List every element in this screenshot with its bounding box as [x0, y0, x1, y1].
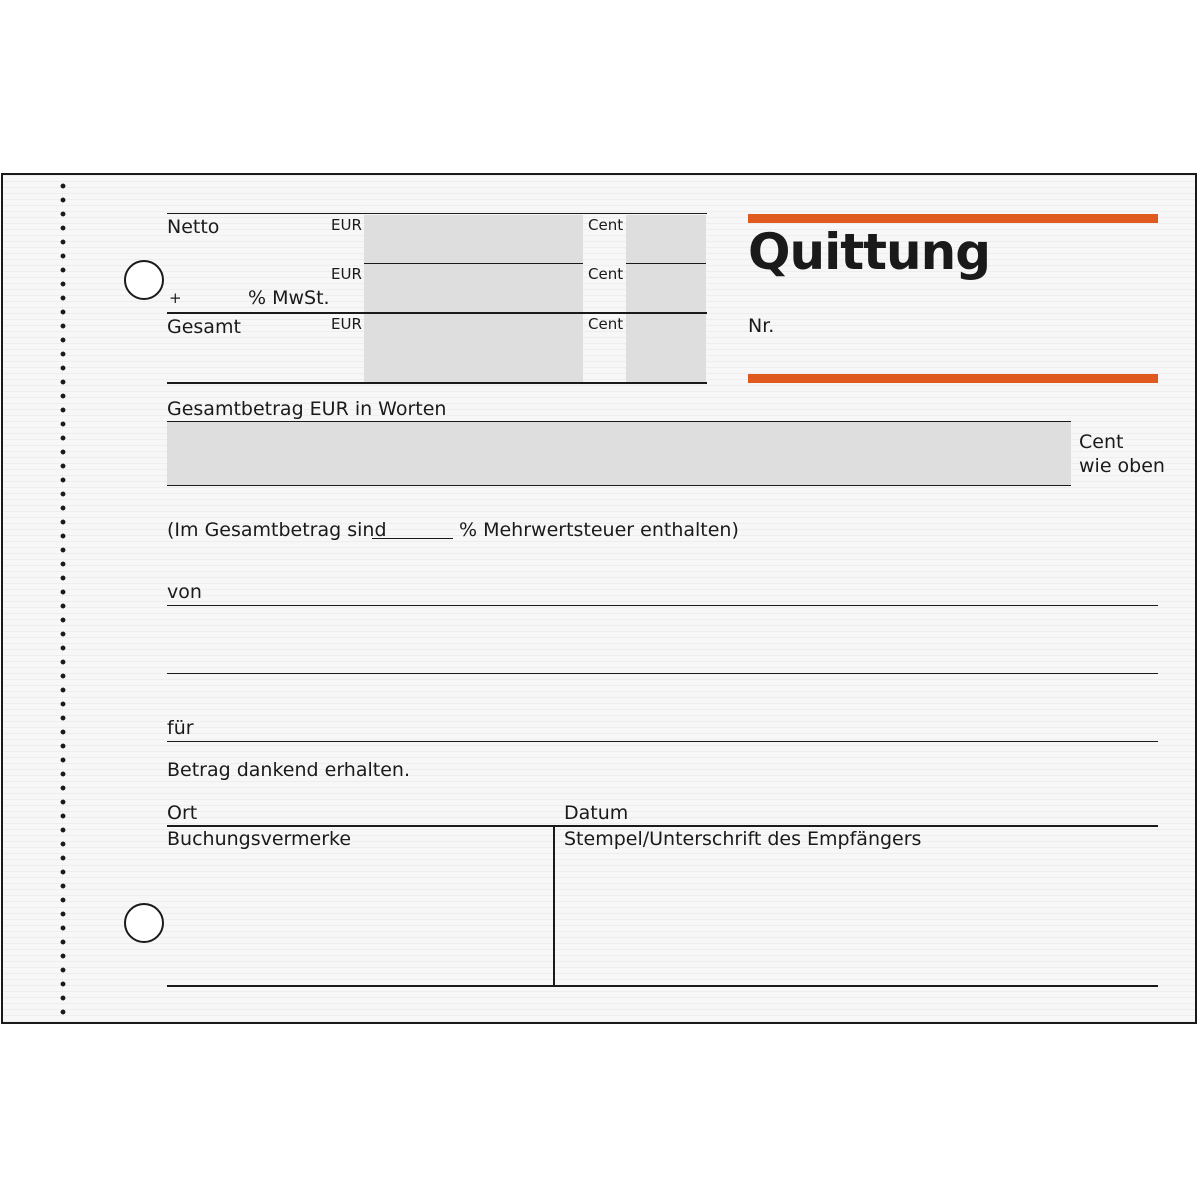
buchung-label: Buchungsvermerke: [167, 828, 352, 850]
mwst-eur-line: [364, 263, 583, 264]
signature-bottom-line: [167, 985, 1158, 987]
von-label: von: [167, 581, 202, 603]
von-line[interactable]: [167, 605, 1158, 606]
datum-label: Datum: [564, 802, 629, 824]
fuer-label: für: [167, 717, 194, 739]
title-bar-top: [748, 214, 1158, 223]
amount-block-bottom-line: [167, 382, 707, 384]
title-bar-bottom: [748, 374, 1158, 383]
cent-label-mwst: Cent: [588, 265, 624, 283]
ort-label: Ort: [167, 802, 198, 824]
eur-label-netto: EUR: [331, 216, 362, 234]
vat-note-suffix: % Mehrwertsteuer enthalten): [459, 519, 739, 541]
eur-label-gesamt: EUR: [331, 315, 362, 333]
netto-label: Netto: [167, 216, 220, 238]
fuer-line[interactable]: [167, 741, 1158, 742]
stempel-label: Stempel/Unterschrift des Empfängers: [564, 828, 922, 850]
receipt-form: [1, 173, 1197, 1024]
words-top-line: [167, 421, 1071, 422]
document-title: Quittung: [748, 223, 991, 281]
mwst-cent-line: [626, 263, 706, 264]
words-label: Gesamtbetrag EUR in Worten: [167, 398, 447, 420]
punch-hole-top: [124, 260, 164, 300]
words-bottom-line: [167, 485, 1071, 486]
vat-note-prefix: (Im Gesamtbetrag sind: [167, 519, 387, 541]
nr-label: Nr.: [748, 315, 775, 337]
signature-divider: [553, 826, 555, 986]
punch-hole-bottom: [124, 903, 164, 943]
von-line-2[interactable]: [167, 673, 1158, 674]
received-text: Betrag dankend erhalten.: [167, 759, 410, 781]
cent-amount-field[interactable]: [626, 215, 706, 383]
cent-label-gesamt: Cent: [588, 315, 624, 333]
gesamt-label: Gesamt: [167, 316, 241, 338]
perforation-line: [60, 179, 66, 1024]
vat-percent-field[interactable]: [372, 538, 453, 539]
wie-oben-label: wie oben: [1079, 455, 1165, 477]
mwst-label: % MwSt.: [248, 287, 330, 309]
netto-line: [167, 213, 707, 214]
eur-amount-field[interactable]: [364, 215, 583, 383]
words-cent-label: Cent: [1079, 431, 1124, 453]
eur-label-mwst: EUR: [331, 265, 362, 283]
gesamt-line: [167, 312, 707, 314]
cent-label-netto: Cent: [588, 216, 624, 234]
ort-datum-line[interactable]: [167, 825, 1158, 827]
plus-sign: +: [169, 289, 182, 307]
amount-in-words-field[interactable]: [167, 422, 1071, 485]
